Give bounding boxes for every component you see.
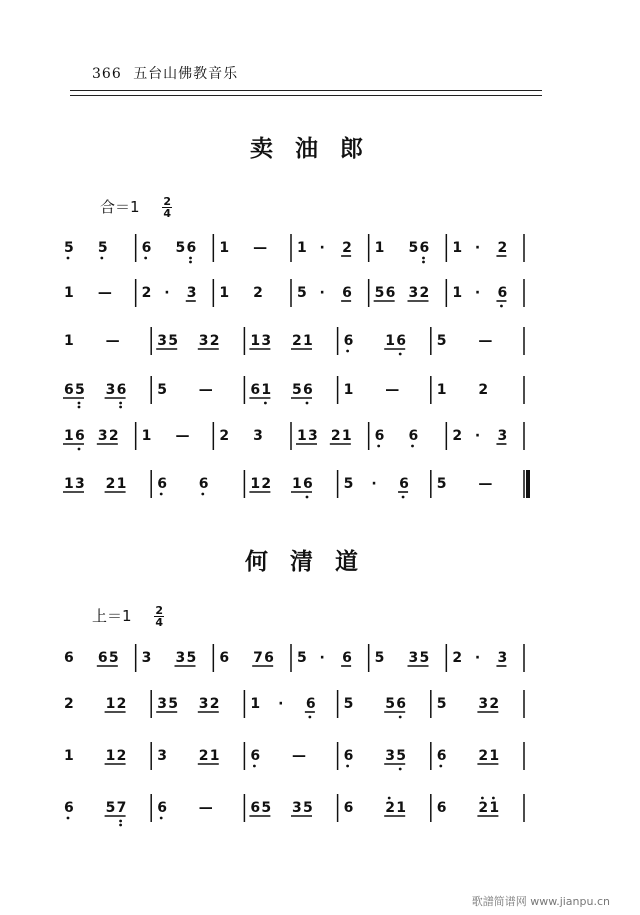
dash: — bbox=[105, 333, 120, 349]
note: 5 bbox=[343, 476, 354, 492]
note: 2 bbox=[105, 476, 116, 492]
octave-dot-low bbox=[119, 824, 122, 827]
note: 5 bbox=[297, 650, 307, 666]
octave-dot-low bbox=[346, 765, 349, 768]
note: 5 bbox=[175, 240, 186, 256]
octave-dot-low bbox=[399, 768, 402, 771]
octave-dot-low bbox=[78, 448, 81, 451]
note: 3 bbox=[175, 650, 186, 666]
note: 2 bbox=[198, 748, 209, 764]
note: 6 bbox=[303, 476, 313, 492]
note: 7 bbox=[116, 800, 127, 816]
note: 5 bbox=[374, 650, 385, 666]
note: 2 bbox=[330, 428, 341, 444]
note: 6 bbox=[399, 476, 409, 492]
note: 2 bbox=[478, 800, 489, 816]
octave-dot-low bbox=[160, 817, 163, 820]
octave-dot-low bbox=[119, 820, 122, 823]
octave-dot-high bbox=[388, 797, 391, 800]
note: 6 bbox=[186, 240, 197, 256]
octave-dot-low bbox=[346, 350, 349, 353]
note: 2 bbox=[419, 285, 430, 301]
note: 5 bbox=[64, 240, 74, 256]
note: 2 bbox=[385, 800, 395, 816]
note: 6 bbox=[342, 650, 352, 666]
note: 6 bbox=[141, 240, 152, 256]
note: 6 bbox=[250, 748, 261, 764]
note: 3 bbox=[261, 333, 272, 349]
octave-dot-low bbox=[411, 445, 414, 448]
watermark: 歌譜简谱网 www.jianpu.cn bbox=[471, 895, 610, 908]
octave-dot-low bbox=[144, 257, 147, 260]
note: 1 bbox=[64, 285, 74, 301]
note: 3 bbox=[75, 476, 85, 492]
note: 6 bbox=[419, 240, 430, 256]
note: 5 bbox=[168, 696, 178, 712]
page-number: 366 bbox=[92, 66, 122, 82]
augmentation-dot: · bbox=[319, 650, 325, 666]
octave-dot-low bbox=[67, 257, 70, 260]
note: 6 bbox=[116, 382, 127, 398]
octave-dot-low bbox=[399, 716, 402, 719]
note: 1 bbox=[297, 240, 307, 256]
dash: — bbox=[478, 333, 493, 349]
key-label: 合＝1 bbox=[100, 198, 140, 216]
note: 5 bbox=[75, 382, 85, 398]
note: 5 bbox=[419, 650, 430, 666]
note: 1 bbox=[64, 333, 74, 349]
octave-dot-low bbox=[119, 402, 122, 405]
note: 1 bbox=[261, 382, 272, 398]
note: 6 bbox=[250, 382, 261, 398]
octave-dot-low bbox=[439, 765, 442, 768]
note: 5 bbox=[97, 240, 108, 256]
note: 1 bbox=[250, 333, 261, 349]
note: 3 bbox=[105, 382, 116, 398]
octave-dot-low bbox=[306, 402, 309, 405]
note: 1 bbox=[341, 428, 352, 444]
note: 1 bbox=[250, 696, 261, 712]
augmentation-dot: · bbox=[164, 285, 170, 301]
note: 2 bbox=[209, 333, 220, 349]
time-bottom: 4 bbox=[155, 616, 163, 629]
note: 5 bbox=[297, 285, 307, 301]
note: 6 bbox=[396, 696, 406, 712]
note: 6 bbox=[157, 800, 167, 816]
note: 6 bbox=[264, 650, 274, 666]
note: 5 bbox=[436, 476, 447, 492]
augmentation-dot: · bbox=[474, 240, 481, 256]
octave-dot-low bbox=[189, 257, 192, 260]
note: 1 bbox=[385, 333, 395, 349]
dash: — bbox=[253, 240, 268, 256]
note: 6 bbox=[219, 650, 230, 666]
note: 3 bbox=[308, 428, 318, 444]
note: 2 bbox=[478, 382, 489, 398]
note: 3 bbox=[408, 285, 419, 301]
note: 2 bbox=[452, 428, 463, 444]
note: 5 bbox=[261, 800, 272, 816]
augmentation-dot: · bbox=[278, 696, 284, 712]
note: 5 bbox=[292, 382, 302, 398]
note: 3 bbox=[408, 650, 419, 666]
dash: — bbox=[292, 748, 306, 764]
octave-dot-low bbox=[253, 765, 256, 768]
octave-dot-low bbox=[67, 817, 70, 820]
octave-dot-low bbox=[402, 496, 405, 499]
note: 1 bbox=[219, 285, 230, 301]
octave-dot-low bbox=[308, 716, 311, 719]
note: 5 bbox=[343, 696, 354, 712]
note: 2 bbox=[219, 428, 230, 444]
note: 2 bbox=[261, 476, 272, 492]
note: 1 bbox=[297, 428, 307, 444]
augmentation-dot: · bbox=[474, 650, 481, 666]
note: 6 bbox=[305, 696, 316, 712]
note: 1 bbox=[64, 748, 74, 764]
note: 1 bbox=[141, 428, 152, 444]
octave-dot-low bbox=[78, 402, 81, 405]
note: 1 bbox=[64, 476, 74, 492]
note: 5 bbox=[385, 696, 395, 712]
note: 2 bbox=[64, 696, 74, 712]
note: 6 bbox=[436, 800, 447, 816]
note: 6 bbox=[198, 476, 209, 492]
octave-dot-low bbox=[422, 261, 425, 264]
time-bottom: 4 bbox=[163, 207, 171, 220]
dash: — bbox=[198, 800, 213, 816]
note: 2 bbox=[292, 333, 302, 349]
note: 6 bbox=[64, 800, 74, 816]
note: 6 bbox=[374, 428, 385, 444]
note: 1 bbox=[105, 748, 116, 764]
note: 2 bbox=[141, 285, 152, 301]
piece-title-2: 何清道 bbox=[245, 549, 380, 575]
dash: — bbox=[385, 382, 400, 398]
note: 2 bbox=[209, 696, 220, 712]
note: 2 bbox=[478, 748, 489, 764]
octave-dot-high bbox=[481, 797, 484, 800]
augmentation-dot: · bbox=[371, 476, 377, 492]
dash: — bbox=[175, 428, 190, 444]
note: 1 bbox=[452, 285, 463, 301]
note: 7 bbox=[253, 650, 263, 666]
note: 1 bbox=[452, 240, 463, 256]
note: 1 bbox=[436, 382, 447, 398]
time-top: 2 bbox=[155, 604, 163, 617]
octave-dot-low bbox=[189, 261, 192, 264]
note: 6 bbox=[343, 333, 354, 349]
note: 6 bbox=[64, 650, 74, 666]
note: 1 bbox=[64, 428, 74, 444]
note: 6 bbox=[385, 285, 396, 301]
note: 5 bbox=[105, 800, 116, 816]
note: 3 bbox=[497, 428, 508, 444]
octave-dot-low bbox=[306, 496, 309, 499]
key-label: 上＝1 bbox=[92, 607, 132, 625]
note: 6 bbox=[64, 382, 74, 398]
note: 1 bbox=[105, 696, 116, 712]
note: 3 bbox=[253, 428, 263, 444]
octave-dot-low bbox=[201, 493, 204, 496]
note: 1 bbox=[292, 476, 302, 492]
note: 3 bbox=[385, 748, 395, 764]
octave-dot-low bbox=[119, 406, 122, 409]
note: 2 bbox=[497, 240, 508, 256]
note: 6 bbox=[250, 800, 261, 816]
note: 5 bbox=[186, 650, 197, 666]
note: 1 bbox=[116, 476, 127, 492]
note: 1 bbox=[343, 382, 354, 398]
note: 2 bbox=[489, 696, 500, 712]
octave-dot-low bbox=[78, 406, 81, 409]
augmentation-dot: · bbox=[319, 240, 325, 256]
octave-dot-low bbox=[160, 493, 163, 496]
note: 2 bbox=[342, 240, 352, 256]
note: 3 bbox=[157, 748, 167, 764]
octave-dot-low bbox=[100, 257, 103, 260]
augmentation-dot: · bbox=[474, 428, 481, 444]
note: 3 bbox=[198, 696, 209, 712]
note: 5 bbox=[436, 696, 447, 712]
note: 6 bbox=[396, 333, 406, 349]
note: 5 bbox=[108, 650, 119, 666]
note: 1 bbox=[489, 748, 500, 764]
octave-dot-low bbox=[422, 257, 425, 260]
note: 2 bbox=[253, 285, 263, 301]
augmentation-dot: · bbox=[474, 285, 481, 301]
note: 3 bbox=[292, 800, 302, 816]
note: 3 bbox=[157, 696, 167, 712]
octave-dot-low bbox=[377, 445, 380, 448]
note: 5 bbox=[168, 333, 178, 349]
note: 5 bbox=[396, 748, 406, 764]
note: 1 bbox=[374, 240, 385, 256]
note: 1 bbox=[219, 240, 230, 256]
time-top: 2 bbox=[163, 195, 171, 208]
note: 1 bbox=[489, 800, 500, 816]
dash: — bbox=[478, 476, 493, 492]
note: 6 bbox=[436, 748, 447, 764]
note: 3 bbox=[497, 650, 508, 666]
note: 3 bbox=[198, 333, 209, 349]
note: 5 bbox=[408, 240, 419, 256]
note: 2 bbox=[452, 650, 463, 666]
note: 6 bbox=[343, 748, 354, 764]
augmentation-dot: · bbox=[319, 285, 325, 301]
octave-dot-high bbox=[492, 797, 495, 800]
note: 6 bbox=[497, 285, 508, 301]
note: 6 bbox=[157, 476, 167, 492]
piece-title-1: 卖油郎 bbox=[250, 136, 385, 162]
book-title: 五台山佛教音乐 bbox=[133, 66, 239, 82]
note: 1 bbox=[303, 333, 313, 349]
note: 2 bbox=[116, 748, 127, 764]
note: 6 bbox=[342, 285, 352, 301]
note: 6 bbox=[75, 428, 85, 444]
note: 5 bbox=[303, 800, 313, 816]
note: 3 bbox=[478, 696, 489, 712]
note: 2 bbox=[116, 696, 127, 712]
note: 5 bbox=[374, 285, 385, 301]
dash: — bbox=[198, 382, 213, 398]
note: 5 bbox=[157, 382, 167, 398]
octave-dot-low bbox=[264, 402, 267, 405]
note: 2 bbox=[108, 428, 119, 444]
dash: — bbox=[97, 285, 112, 301]
note: 3 bbox=[186, 285, 197, 301]
note: 6 bbox=[343, 800, 354, 816]
note: 6 bbox=[408, 428, 419, 444]
octave-dot-low bbox=[399, 353, 402, 356]
note: 3 bbox=[157, 333, 167, 349]
note: 6 bbox=[303, 382, 313, 398]
note: 1 bbox=[209, 748, 220, 764]
note: 6 bbox=[97, 650, 108, 666]
note: 5 bbox=[436, 333, 447, 349]
note: 1 bbox=[250, 476, 261, 492]
note: 3 bbox=[97, 428, 108, 444]
octave-dot-low bbox=[500, 305, 503, 308]
note: 1 bbox=[396, 800, 406, 816]
note: 3 bbox=[141, 650, 152, 666]
